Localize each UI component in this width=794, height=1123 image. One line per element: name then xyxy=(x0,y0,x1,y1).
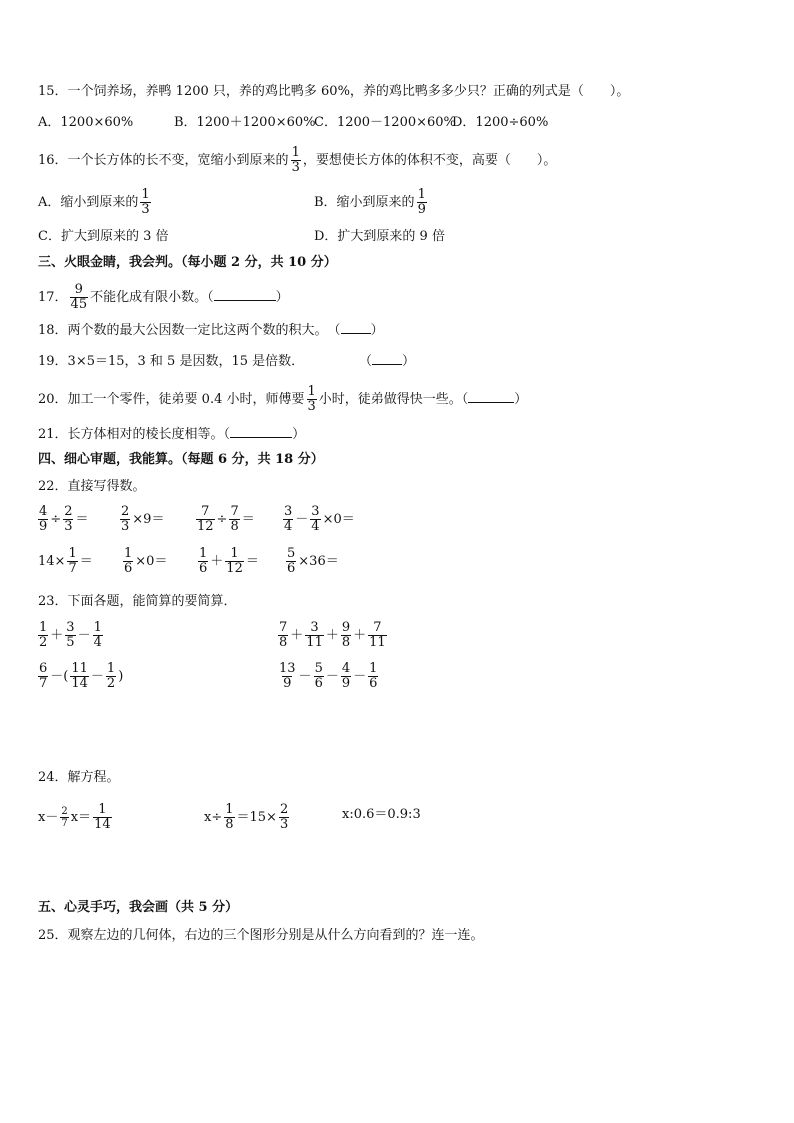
option-d[interactable]: D．1200÷60% xyxy=(452,115,549,130)
expression-2: $\frac{2}{3}$ ×9＝ xyxy=(121,504,165,534)
question-24: 24．解方程。 xyxy=(38,770,120,785)
question-18: 18．两个数的最大公因数一定比这两个数的积大。 （ ） xyxy=(38,323,384,338)
expression-4: $\frac{3}{4}$ － $\frac{3}{4}$ ×0＝ xyxy=(284,504,355,534)
question-number: 18． xyxy=(38,323,68,338)
question-number: 16． xyxy=(38,153,68,168)
expression-23c: $\frac{6}{7}$ －( $\frac{11}{14}$ － $\frac{1}{2}$ ) xyxy=(39,661,124,691)
question-text: ，要想使长方体的体积不变，高要（ ）。 xyxy=(302,153,557,168)
expression-23b: $\frac{7}{8}$ ＋ $\frac{3}{11}$ ＋ $\frac{9}{8}$ ＋ $\frac{7}{11}$ xyxy=(279,620,386,650)
question-number: 23． xyxy=(38,594,68,609)
section-title: 四、细心审题，我能算。（每题 6 分，共 18 分） xyxy=(38,452,324,467)
question-number: 20． xyxy=(38,392,68,407)
fraction: $\frac{1}{3}$ xyxy=(291,145,300,175)
expression-23a: $\frac{1}{2}$ ＋ $\frac{3}{5}$ － $\frac{1}{4}$ xyxy=(39,620,102,650)
option-a[interactable]: A．缩小到原来的 $\frac{1}{3}$ xyxy=(38,187,150,217)
question-number: 17． xyxy=(38,290,68,305)
option-a[interactable]: A．1200×60% xyxy=(38,115,134,130)
question-number: 22． xyxy=(38,479,68,494)
question-23: 23．下面各题，能简算的要简算． xyxy=(38,594,237,609)
fraction: $\frac{1}{3}$ xyxy=(141,187,150,217)
question-number: 21． xyxy=(38,427,68,442)
question-17: 17． $\frac{9}{45}$ 不能化成有限小数。（ ） xyxy=(38,282,289,312)
expression-23d: $\frac{13}{9}$ － $\frac{5}{6}$ － $\frac{4}{9}$ － $\frac{1}{6}$ xyxy=(279,661,378,691)
question-20: 20．加工一个零件，徒弟要 0.4 小时，师傅要 $\frac{1}{3}$ 小时，徒弟做得快一些。（ ） xyxy=(38,384,528,414)
question-25: 25．观察左边的几何体，右边的三个图形分别是从什么方向看到的？连一连。 xyxy=(38,928,484,943)
answer-blank[interactable] xyxy=(468,390,514,403)
option-d[interactable]: D．扩大到原来的 9 倍 xyxy=(314,229,445,244)
answer-bracket: （ ） xyxy=(359,354,416,369)
equation-3: x:0.6＝0.9:3 xyxy=(342,807,421,822)
question-text: 一个长方体的长不变，宽缩小到原来的 xyxy=(67,153,289,168)
question-16 xyxy=(38,146,556,175)
question-15 xyxy=(38,82,629,102)
question-19: 19．3×5＝15，3 和 5 是因数，15 是倍数． xyxy=(38,354,305,369)
option-c[interactable]: C．扩大到原来的 3 倍 xyxy=(38,229,169,244)
answer-blank[interactable] xyxy=(230,425,292,438)
answer-blank[interactable] xyxy=(214,288,276,301)
equation-2: x÷ $\frac{1}{8}$ ＝15× $\frac{2}{3}$ xyxy=(204,802,289,832)
question-number: 24． xyxy=(38,770,68,785)
expression-8: $\frac{5}{6}$ ×36＝ xyxy=(287,546,339,576)
expression-6: $\frac{1}{6}$ ×0＝ xyxy=(124,546,168,576)
expression-5: 14× $\frac{1}{7}$ ＝ xyxy=(38,546,93,576)
answer-blank[interactable] xyxy=(372,352,402,365)
section-title: 三、火眼金睛，我会判。（每小题 2 分，共 10 分） xyxy=(38,255,337,270)
question-number: 19． xyxy=(38,354,68,369)
question-21: 21．长方体相对的棱长度相等。（ ） xyxy=(38,427,306,442)
option-c[interactable]: C．1200－1200×60% xyxy=(314,115,456,130)
option-b[interactable]: B．缩小到原来的 $\frac{1}{9}$ xyxy=(314,187,426,217)
option-b[interactable]: B．1200＋1200×60% xyxy=(174,115,316,130)
question-text: 一个饲养场，养鸭 1200 只，养的鸡比鸭多 60%，养的鸡比鸭多多少只？正确的列式是（ ）。 xyxy=(67,84,630,99)
question-number: 25． xyxy=(38,928,68,943)
expression-7: $\frac{1}{6}$ ＋ $\frac{1}{12}$ ＝ xyxy=(199,546,259,576)
fraction: $\frac{1}{9}$ xyxy=(417,187,426,217)
equation-1: x－ $\frac{2}{7}$ x＝ $\frac{1}{14}$ xyxy=(38,802,111,832)
fraction: $\frac{1}{3}$ xyxy=(307,384,316,414)
answer-blank[interactable] xyxy=(341,321,371,334)
section-title: 五、心灵手巧，我会画（共 5 分） xyxy=(38,900,239,915)
expression-3: $\frac{7}{12}$ ÷ $\frac{7}{8}$ ＝ xyxy=(197,504,255,534)
question-22: 22．直接写得数。 xyxy=(38,479,146,494)
fraction: $\frac{9}{45}$ xyxy=(70,282,88,312)
question-number: 15． xyxy=(38,84,68,99)
expression-1: $\frac{4}{9}$ ÷ $\frac{2}{3}$ ＝ xyxy=(39,504,89,534)
